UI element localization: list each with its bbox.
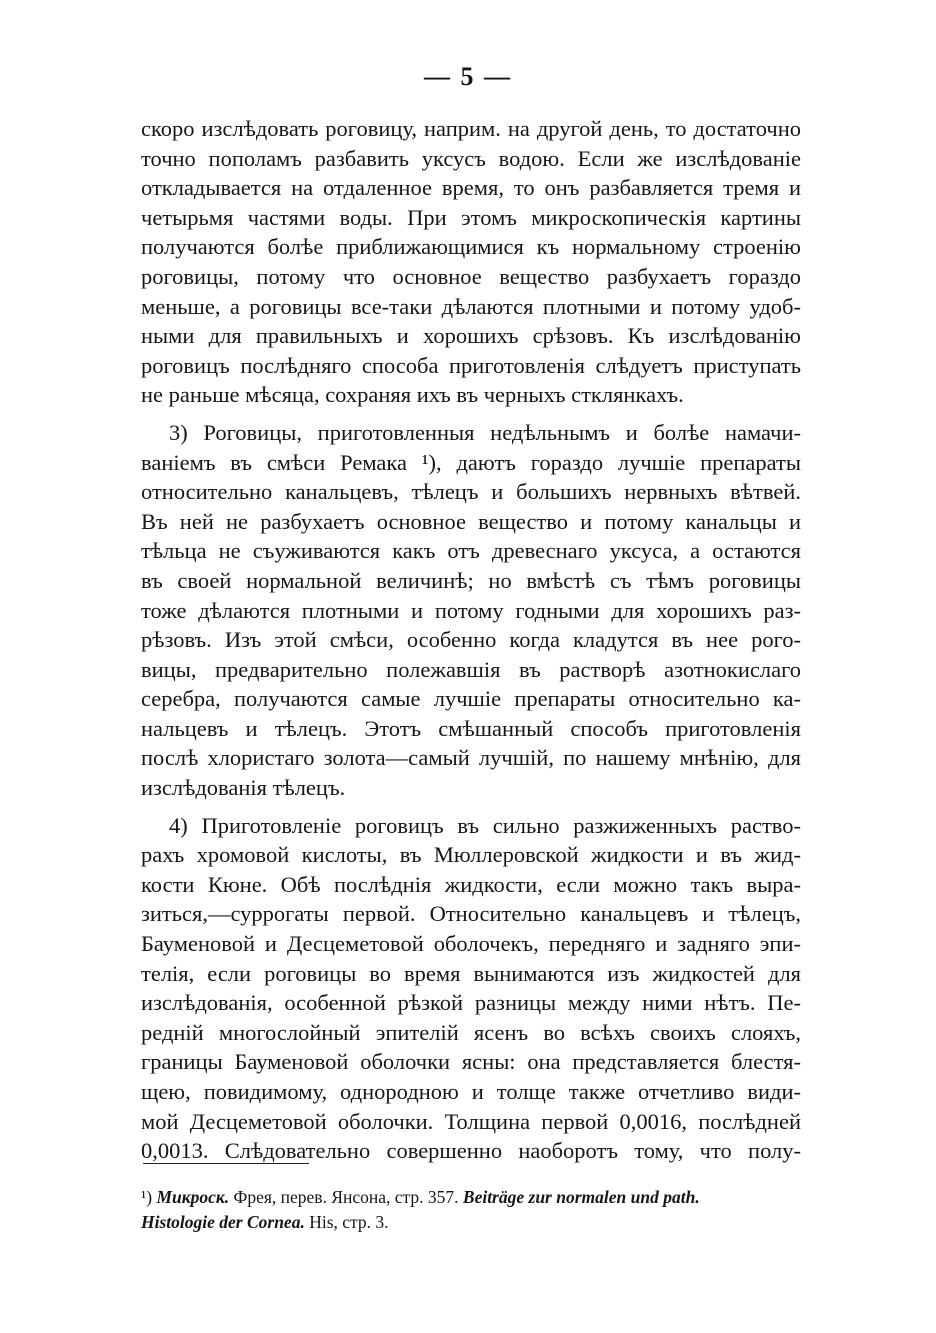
text-line: мой Десцеметовой оболочки. Толщина первой 0,0016, послѣдней [141, 1108, 801, 1134]
text-line: въ своей нормальной величинѣ; но вмѣстѣ съ тѣмъ роговицы [141, 567, 801, 593]
footnote [141, 1185, 801, 1235]
footnote-source-2-title-a: Beiträge zur normalen und path. [462, 1187, 700, 1207]
text-line: серебра, получаются самые лучшіе препараты относительно ка- [141, 686, 801, 712]
text-line: Въ ней не разбухаетъ основное вещество и потому канальцы и [141, 508, 801, 534]
footnote-source-2-title-b: Histologie der Cornea. [141, 1212, 305, 1232]
page-number-header: — 5 — [424, 62, 512, 91]
text-line: границы Бауменовой оболочки ясны: она представляется блестя- [141, 1049, 801, 1075]
text-line: изслѣдованія, особенной рѣзкой разницы между ними нѣтъ. Пе- [141, 990, 801, 1016]
text-line: нальцевъ и тѣлецъ. Этотъ смѣшанный способъ приготовленія [141, 715, 801, 741]
footnote-line-2 [141, 1210, 801, 1235]
footnote-line-1 [141, 1185, 801, 1210]
text-line: откладывается на отдаленное время, то онъ разбавляется тремя и [141, 175, 801, 201]
text-line: роговицы, потому что основное вещество разбухаетъ гораздо [141, 263, 801, 289]
text-line: 0,0013. Слѣдовательно совершенно наоборотъ тому, что полу- [141, 1138, 801, 1164]
text-line: редній многослойный эпителій ясенъ во всѣхъ своихъ слояхъ, [141, 1019, 801, 1045]
text-line: рахъ хромовой кислоты, въ Мюллеровской жидкости и въ жид- [141, 842, 801, 868]
footnote-source-1-details: Фрея, перев. Янсона, стр. 357. [233, 1187, 459, 1207]
text-line: рѣзовъ. Изъ этой смѣси, особенно когда кладутся въ нее рого- [141, 627, 801, 653]
text-line: меньше, а роговицы все-таки дѣлаются плотными и потому удоб- [141, 293, 801, 319]
text-line: 3) Роговицы, приготовленныя недѣльнымъ и болѣе намачи- [169, 419, 801, 445]
text-line: тѣльца не съуживаются какъ отъ древеснаго уксуса, а остаются [141, 538, 801, 564]
text-line: ваніемъ въ смѣси Ремака ¹), даютъ гораздо лучшіе препараты [141, 449, 801, 475]
footnote-divider [143, 1163, 309, 1164]
footnote-source-1-title: Микроск. [156, 1187, 230, 1207]
text-line: кости Кюне. Обѣ послѣднія жидкости, если можно такъ выра- [141, 871, 801, 897]
text-line: изслѣдованія тѣлецъ. [141, 775, 346, 801]
text-line: Бауменовой и Десцеметовой оболочекъ, передняго и задняго эпи- [141, 931, 801, 957]
text-line: вицы, предварительно полежавшія въ растворѣ азотнокислаго [141, 656, 801, 682]
text-line: ными для правильныхъ и хорошихъ срѣзовъ. Къ изслѣдованію [141, 323, 801, 349]
text-line: роговицъ послѣдняго способа приготовленія слѣдуетъ приступать [141, 352, 801, 378]
footnote-marker: ¹) [141, 1187, 153, 1207]
body-text [141, 114, 801, 1166]
text-line: четырьмя частями воды. При этомъ микроскопическія картины [141, 204, 801, 230]
text-line: точно пополамъ разбавить уксусъ водою. Если же изслѣдованіе [141, 145, 801, 171]
text-line: зиться,—суррогаты первой. Относительно канальцевъ и тѣлецъ, [141, 901, 801, 927]
text-line: получаются болѣе приближающимися къ нормальному строенію [141, 234, 801, 260]
text-line: 4) Приготовленіе роговицъ въ сильно разжиженныхъ раство- [169, 812, 801, 838]
footnote-source-2-details: His, стр. 3. [309, 1212, 389, 1232]
text-line: относительно канальцевъ, тѣлецъ и большихъ нервныхъ вѣтвей. [141, 479, 801, 505]
text-line: скоро изслѣдовать роговицу, наприм. на другой день, то достаточно [141, 116, 801, 141]
text-line: не раньше мѣсяца, сохраняя ихъ въ черныхъ стклянкахъ. [141, 382, 684, 408]
text-line: послѣ хлористаго золота—самый лучшій, по нашему мнѣнію, для [141, 745, 801, 771]
text-line: телія, если роговицы во время вынимаются изъ жидкостей для [141, 960, 801, 986]
text-line: щею, повидимому, однородною и толще также отчетливо види- [141, 1079, 801, 1104]
text-line: тоже дѣлаются плотными и потому годными для хорошихъ раз- [141, 597, 801, 623]
